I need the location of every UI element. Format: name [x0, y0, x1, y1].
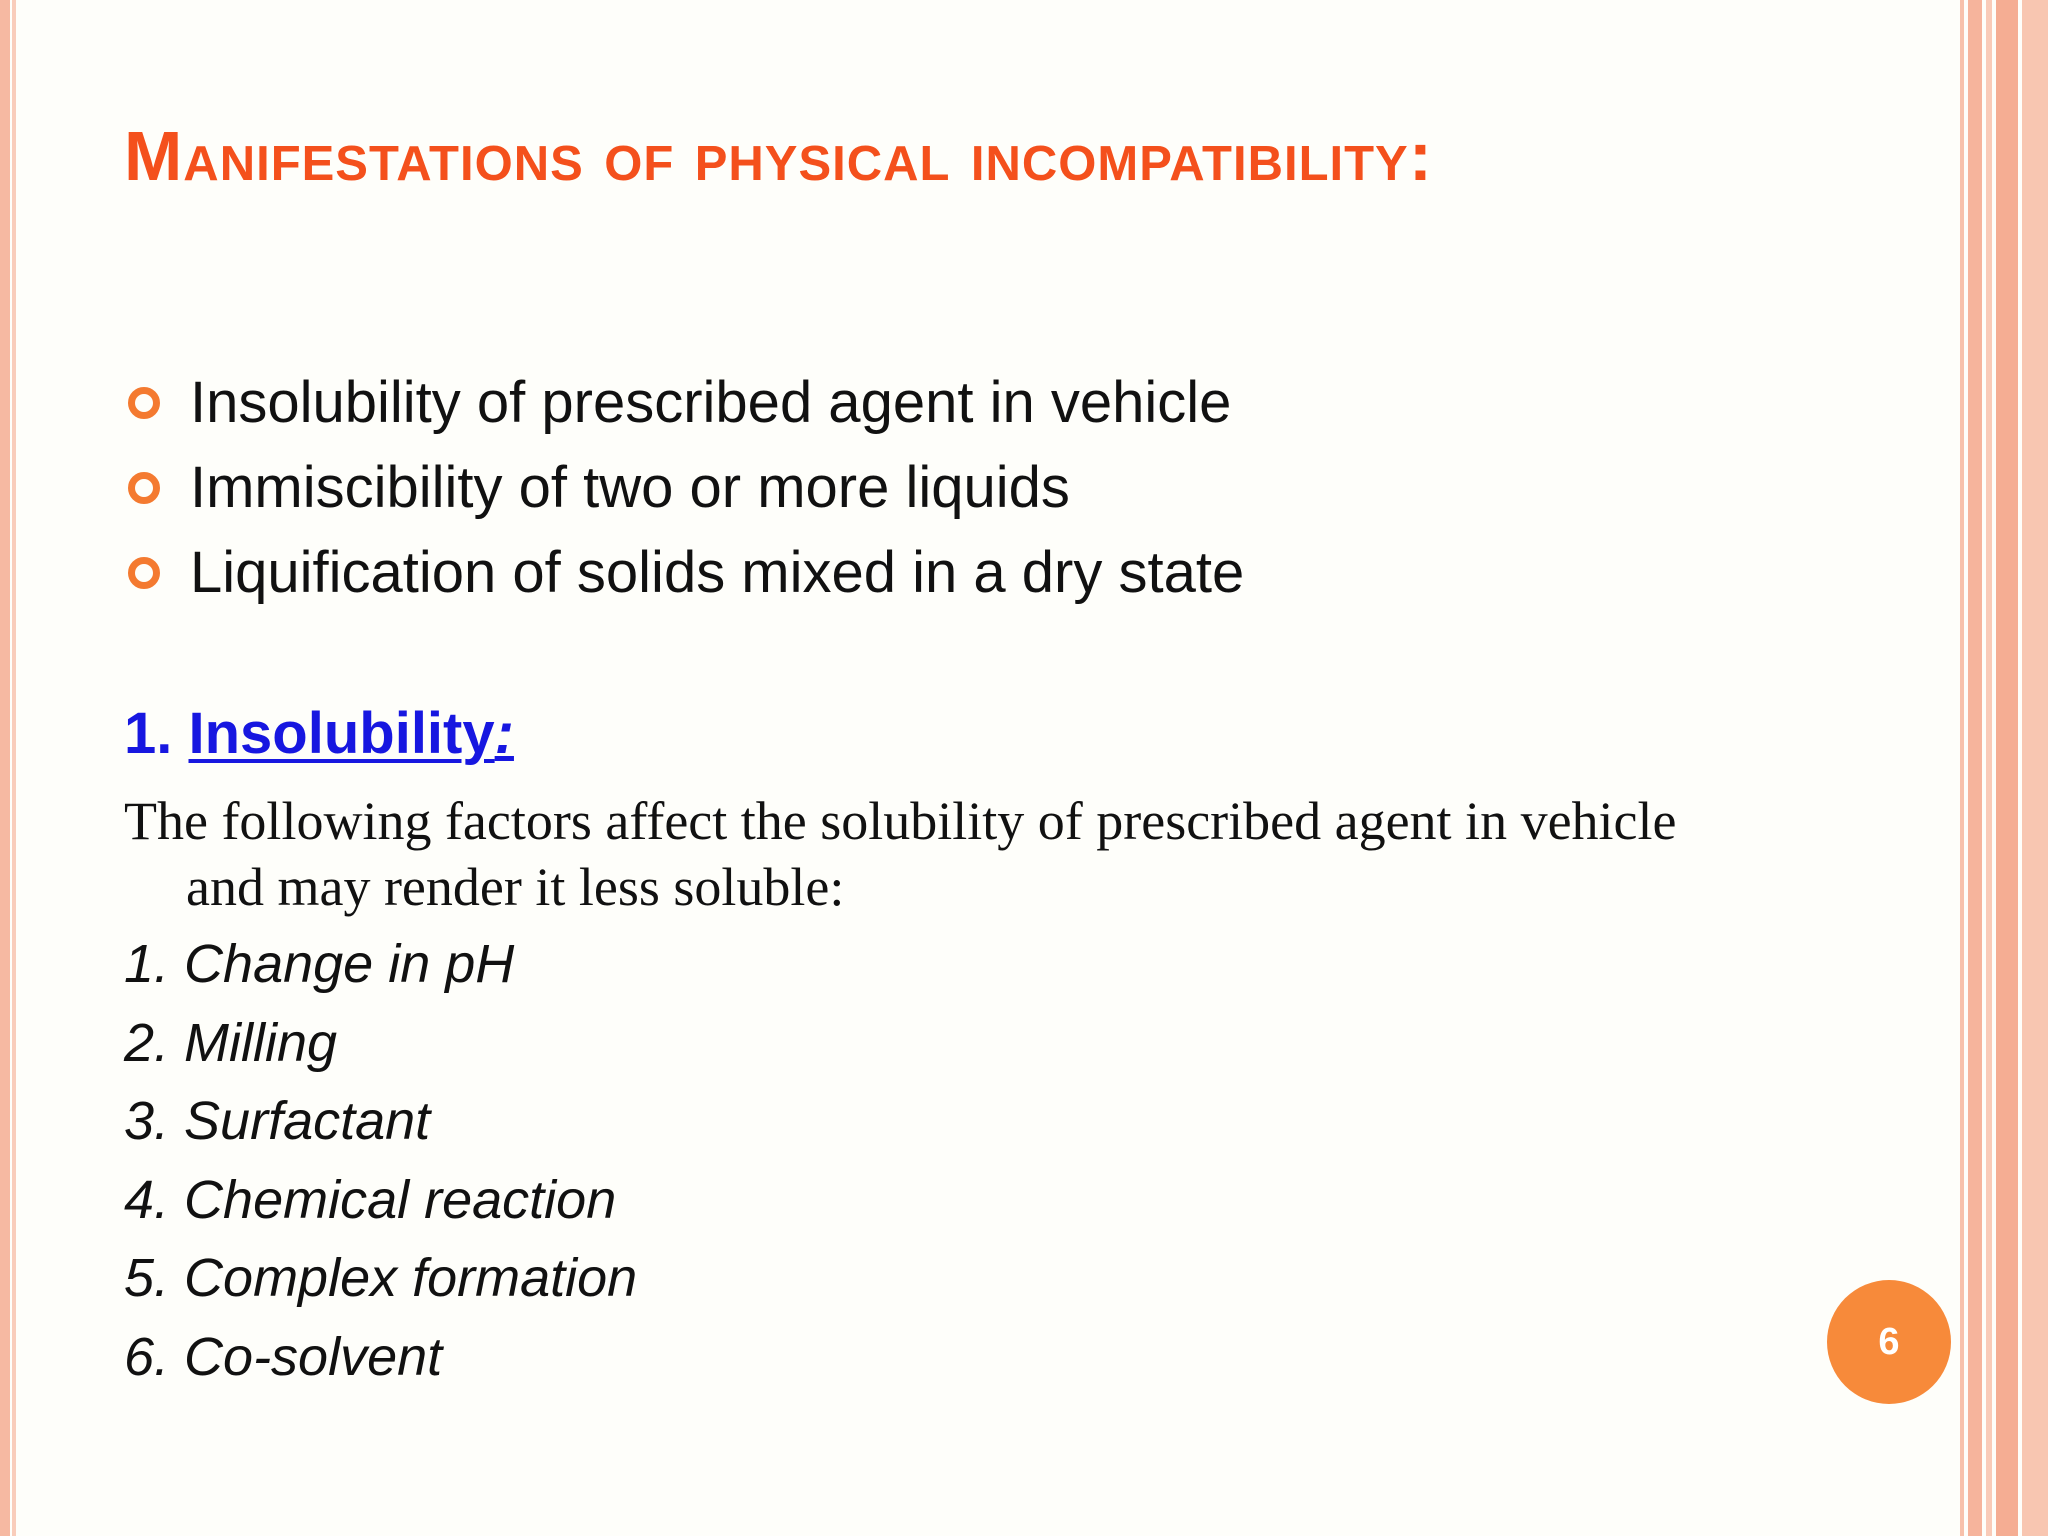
bullet-item	[124, 360, 1244, 445]
bullet-item	[124, 530, 1244, 615]
right-border-stripe	[2022, 0, 2048, 1536]
hollow-circle-bullet-icon	[128, 387, 160, 419]
hollow-circle-bullet-icon	[128, 557, 160, 589]
right-border-stripe	[1996, 0, 2018, 1536]
left-border-stripe	[0, 0, 10, 1536]
right-border-stripe	[1968, 0, 1982, 1536]
slide-title: Manifestations of physical incompatibility:	[124, 117, 1434, 195]
section-heading	[124, 700, 514, 767]
bullet-list	[124, 360, 1244, 615]
bullet-text: Immiscibility of two or more liquids	[190, 455, 1070, 520]
bullet-text: Liquification of solids mixed in a dry state	[190, 540, 1245, 605]
page-number-badge: 6	[1827, 1280, 1951, 1404]
bullet-text: Insolubility of prescribed agent in vehicle	[190, 370, 1232, 435]
factor-item: 5. Complex formation	[124, 1248, 638, 1308]
left-border-stripe-inner	[12, 0, 16, 1536]
factor-item: 3. Surfactant	[124, 1091, 431, 1151]
hollow-circle-bullet-icon	[128, 472, 160, 504]
factor-item: 6. Co-solvent	[124, 1326, 443, 1387]
insolubility-link[interactable]: Insolubility	[188, 701, 495, 766]
section-colon: :	[494, 701, 514, 766]
right-border-stripe	[1960, 0, 1964, 1536]
section-paragraph: The following factors affect the solubility of prescribed agent in vehicle and may render it less soluble:	[124, 791, 1677, 917]
factor-item: 2. Milling	[124, 1012, 338, 1073]
factor-item: 1. Change in pH	[124, 934, 515, 994]
factor-list	[124, 925, 637, 1396]
right-border-stripe	[1986, 0, 1992, 1536]
factor-item: 4. Chemical reaction	[124, 1169, 617, 1230]
bullet-item	[124, 445, 1244, 530]
section-number: 1.	[124, 701, 173, 766]
